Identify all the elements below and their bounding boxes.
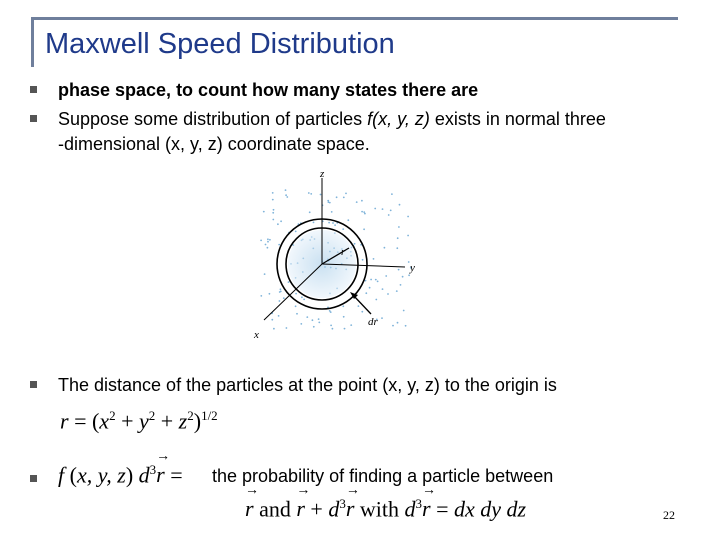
particle-dot bbox=[264, 273, 266, 275]
particle-dot bbox=[300, 323, 302, 325]
particle-dot bbox=[370, 279, 372, 281]
particle-dot bbox=[273, 328, 275, 330]
particle-dot bbox=[392, 325, 394, 327]
particle-dot bbox=[405, 325, 407, 327]
particle-dot bbox=[286, 327, 288, 329]
particle-dot bbox=[329, 310, 331, 312]
particle-dot bbox=[263, 211, 265, 213]
particle-dot bbox=[347, 219, 349, 221]
particle-dot bbox=[288, 281, 290, 283]
particle-dot bbox=[388, 214, 390, 216]
particle-dot bbox=[398, 269, 400, 271]
particle-dot bbox=[403, 310, 405, 312]
particle-dot bbox=[391, 193, 393, 195]
bullet-marker-3 bbox=[30, 381, 37, 388]
bullet-marker-4 bbox=[30, 475, 37, 482]
particle-dot bbox=[265, 244, 267, 246]
bullet-text-4: the probability of finding a particle between bbox=[212, 466, 554, 486]
particle-dot bbox=[331, 211, 333, 213]
particle-dot bbox=[408, 274, 410, 276]
particle-dot bbox=[390, 210, 392, 212]
particle-dot bbox=[260, 240, 262, 242]
distance-equation: $r = (x^2 + y^2 + z^2)^{1/2}$ bbox=[60, 408, 218, 434]
particle-dot bbox=[332, 222, 334, 224]
particle-dot bbox=[278, 244, 280, 246]
volume-element-equation: → r and → $r + d^3\to r$ with $d^3\to r$ = dx dy dz bbox=[245, 496, 526, 522]
particle-dot bbox=[384, 247, 386, 249]
particle-dot bbox=[375, 299, 377, 301]
particle-dot bbox=[320, 194, 322, 196]
particle-dot bbox=[377, 281, 379, 283]
particle-dot bbox=[269, 293, 271, 295]
particle-dot bbox=[350, 324, 352, 326]
particle-dot bbox=[272, 199, 274, 201]
particle-dot bbox=[280, 288, 282, 290]
particle-dot bbox=[313, 222, 315, 224]
particle-dot bbox=[342, 305, 344, 307]
particle-dot bbox=[407, 235, 409, 237]
particle-dot bbox=[285, 194, 287, 196]
particle-dot bbox=[272, 192, 274, 194]
particle-dot bbox=[334, 224, 336, 226]
spherical-shell-figure bbox=[240, 168, 440, 343]
particle-dot bbox=[328, 222, 330, 224]
title-frame-left bbox=[31, 17, 34, 67]
bullet-text-1: phase space, to count how many states there are bbox=[58, 80, 479, 100]
particle-dot bbox=[280, 220, 282, 222]
particle-dot bbox=[343, 197, 345, 199]
page-number: 22 bbox=[663, 508, 675, 522]
particle-dot bbox=[398, 226, 400, 228]
particle-dot bbox=[356, 201, 358, 203]
particle-dot bbox=[399, 204, 401, 206]
particle-dot bbox=[318, 322, 320, 324]
particle-dot bbox=[336, 196, 338, 198]
particle-dot bbox=[397, 322, 399, 324]
particle-dot bbox=[269, 239, 271, 241]
particle-dot bbox=[361, 211, 363, 213]
particle-dot bbox=[361, 311, 363, 313]
particle-dot bbox=[374, 208, 376, 210]
bullet-text-2-line2: -dimensional (x, y, z) coordinate space. bbox=[58, 134, 370, 154]
particle-dot bbox=[267, 241, 269, 243]
bullet-marker-1 bbox=[30, 86, 37, 93]
particle-dot bbox=[397, 237, 399, 239]
particle-dot bbox=[361, 200, 363, 202]
particle-dot bbox=[278, 315, 280, 317]
title-frame-top bbox=[31, 17, 678, 20]
x-label: x bbox=[254, 329, 259, 341]
particle-dot bbox=[358, 305, 360, 307]
particle-dot bbox=[354, 243, 356, 245]
particle-dot bbox=[296, 313, 298, 315]
bullet-text-3: The distance of the particles at the point (x, y, z) to the origin is bbox=[58, 375, 557, 395]
particle-dot bbox=[400, 284, 402, 286]
particle-dot bbox=[286, 196, 288, 198]
particle-dot bbox=[306, 316, 308, 318]
particle-dot bbox=[382, 208, 384, 210]
particle-dot bbox=[280, 291, 282, 293]
particle-dot bbox=[364, 213, 366, 215]
particle-dot bbox=[272, 212, 274, 214]
particle-dot bbox=[328, 201, 330, 203]
particle-dot bbox=[272, 219, 274, 221]
dr-label: dr bbox=[368, 316, 378, 328]
r-label: r bbox=[341, 246, 346, 258]
particle-dot bbox=[365, 292, 367, 294]
particle-dot bbox=[277, 223, 279, 225]
particle-dot bbox=[303, 299, 305, 301]
particle-dot bbox=[330, 325, 332, 327]
y-label: y bbox=[410, 262, 415, 274]
particle-dot bbox=[312, 319, 314, 321]
particle-dot bbox=[309, 211, 311, 213]
particle-dot bbox=[373, 258, 375, 260]
particle-dot bbox=[344, 328, 346, 330]
particle-dot bbox=[285, 189, 287, 191]
slide-title: Maxwell Speed Distribution bbox=[45, 28, 395, 60]
particle-dot bbox=[301, 296, 303, 298]
particle-dot bbox=[381, 317, 383, 319]
particle-dot bbox=[308, 192, 310, 194]
particle-dot bbox=[271, 319, 273, 321]
particle-dot bbox=[343, 316, 345, 318]
particle-dot bbox=[295, 293, 297, 295]
particle-dot bbox=[369, 287, 371, 289]
particle-dot bbox=[260, 295, 262, 297]
bullet-marker-2 bbox=[30, 115, 37, 122]
particle-dot bbox=[267, 247, 269, 249]
particle-dot bbox=[387, 293, 389, 295]
particle-dot bbox=[407, 216, 409, 218]
particle-dot bbox=[295, 305, 297, 307]
z-label: z bbox=[320, 168, 325, 180]
particle-dot bbox=[273, 209, 275, 211]
particle-dot bbox=[396, 247, 398, 249]
particle-dot bbox=[313, 326, 315, 328]
particle-dot bbox=[310, 193, 312, 195]
particle-dot bbox=[385, 275, 387, 277]
particle-dot bbox=[396, 290, 398, 292]
particle-dot bbox=[283, 297, 285, 299]
particle-dot bbox=[318, 318, 320, 320]
particle-dot bbox=[279, 300, 281, 302]
particle-dot bbox=[382, 288, 384, 290]
particle-dot bbox=[345, 193, 347, 195]
bullet-text-2-line1: Suppose some distribution of particles f(x, y, z) exists in normal three bbox=[58, 109, 606, 129]
particle-dot bbox=[295, 231, 297, 233]
particle-dot bbox=[332, 328, 334, 330]
particle-dot bbox=[375, 279, 377, 281]
particle-dot bbox=[267, 238, 269, 240]
particle-dot bbox=[363, 228, 365, 230]
particle-dot bbox=[402, 276, 404, 278]
particle-dot bbox=[342, 228, 344, 230]
probability-expression: f (x, y, z) $d^3\to r$ = bbox=[58, 462, 183, 488]
particle-dot bbox=[362, 259, 364, 261]
